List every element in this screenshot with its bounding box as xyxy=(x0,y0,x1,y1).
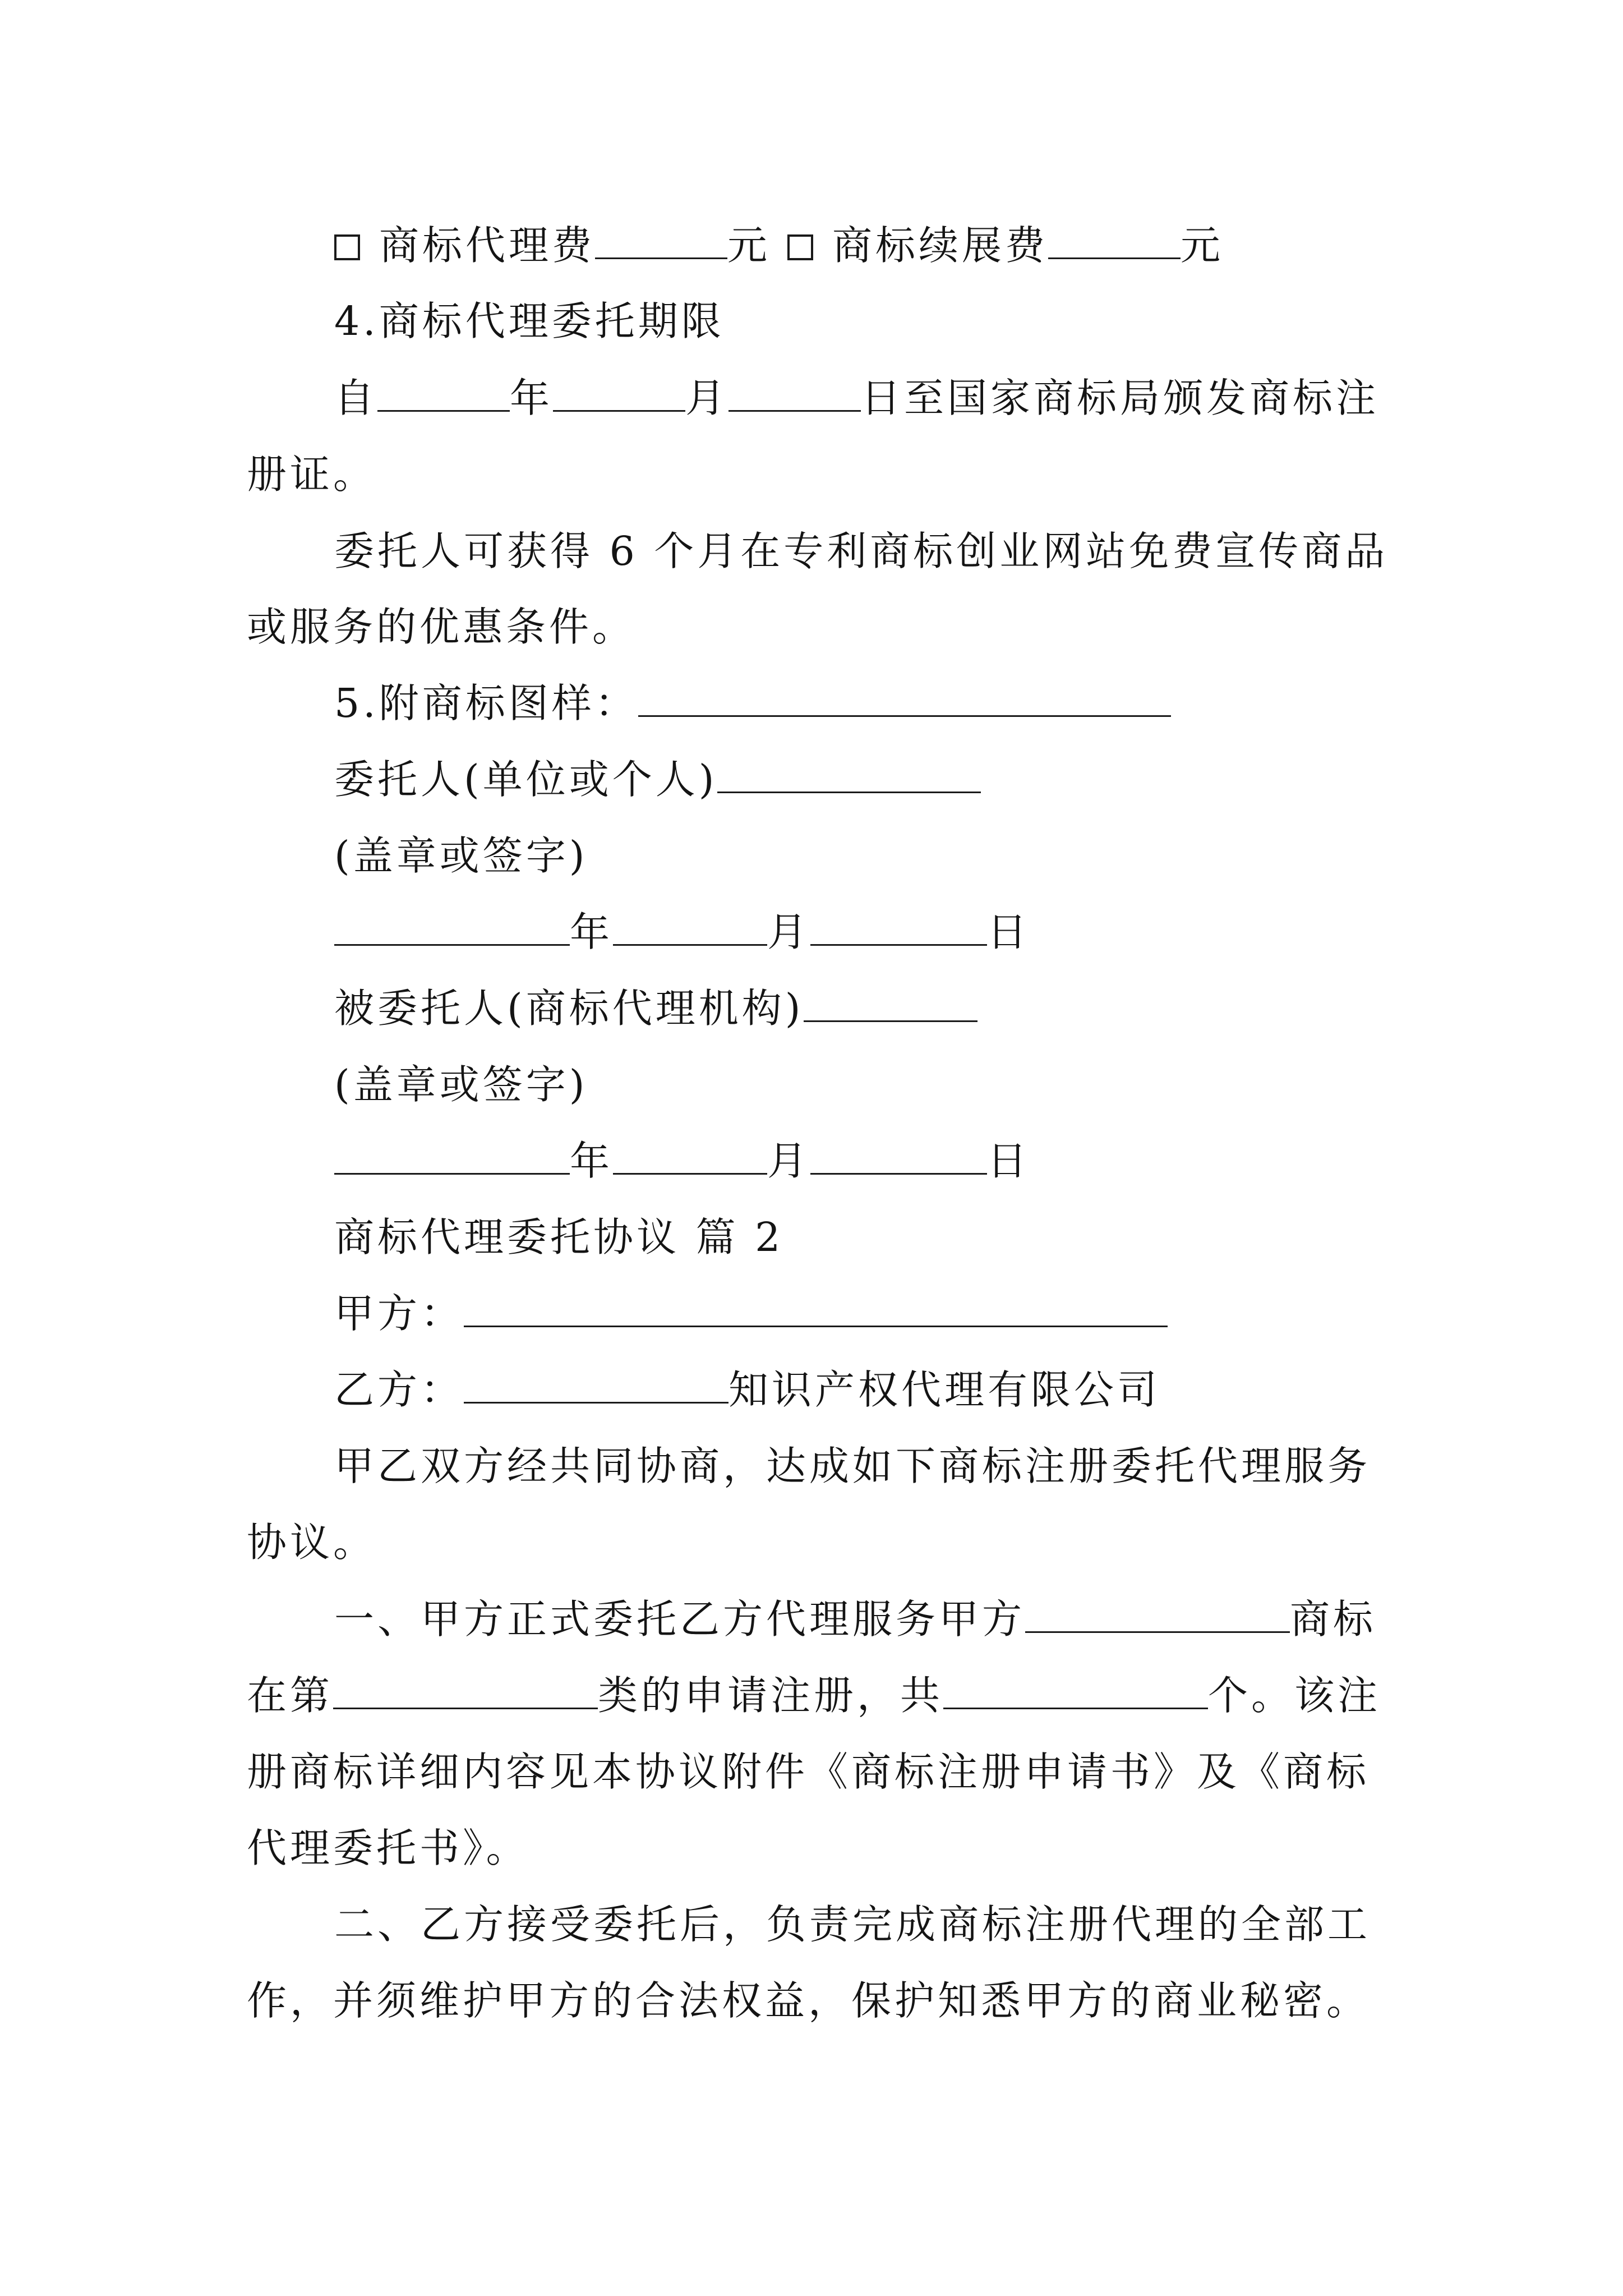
clause1-text-e: 个。该注 xyxy=(1208,1672,1381,1719)
agent-date-year-label: 年 xyxy=(570,1138,614,1184)
agent-seal: (盖章或签字) xyxy=(334,1061,588,1108)
section5-line xyxy=(334,675,1478,731)
trademark-name-blank[interactable] xyxy=(1025,1594,1290,1633)
client-date-year-blank[interactable] xyxy=(334,907,570,946)
agent-date-year-blank[interactable] xyxy=(334,1136,570,1175)
class-number-blank[interactable] xyxy=(333,1671,598,1709)
intro-line-1: 甲乙双方经共同协商，达成如下商标注册委托代理服务 xyxy=(334,1443,1371,1489)
agent-date-line xyxy=(334,1133,1478,1189)
party-a-line xyxy=(334,1286,1478,1342)
clause1-text-c: 在第 xyxy=(247,1672,334,1719)
period-year-label: 年 xyxy=(510,375,554,421)
renewal-fee-checkbox[interactable] xyxy=(787,234,813,260)
period-month-label: 月 xyxy=(685,375,729,421)
clause1-text-d: 类的申请注册，共 xyxy=(598,1672,944,1719)
party-b-blank[interactable] xyxy=(464,1365,728,1404)
party-b-line xyxy=(334,1362,1478,1418)
agency-fee-label: 商标代理费 xyxy=(379,222,596,269)
period-prefix: 自 xyxy=(334,375,378,421)
agent-date-day-label: 日 xyxy=(987,1138,1031,1184)
clause1-text-a: 一、甲方正式委托乙方代理服务甲方 xyxy=(334,1596,1026,1642)
client-blank[interactable] xyxy=(717,754,981,793)
clause2-line-2: 作，并须维护甲方的合法权益，保护知悉甲方的商业秘密。 xyxy=(247,1977,1370,2024)
client-seal: (盖章或签字) xyxy=(334,832,588,879)
agreement-title: 商标代理委托协议 篇 2 xyxy=(334,1214,784,1260)
client-date-year-label: 年 xyxy=(570,909,614,955)
period-line xyxy=(334,370,1478,426)
section5-label: 5.附商标图样： xyxy=(334,680,638,726)
section4-heading: 4.商标代理委托期限 xyxy=(334,298,725,344)
clause2-line-1: 二、乙方接受委托后，负责完成商标注册代理的全部工 xyxy=(334,1901,1371,1948)
renewal-fee-label: 商标续展费 xyxy=(832,222,1049,269)
client-date-month-blank[interactable] xyxy=(613,907,767,946)
client-line xyxy=(334,752,1478,808)
agent-date-month-blank[interactable] xyxy=(613,1136,767,1175)
trademark-sample-blank[interactable] xyxy=(638,678,1171,717)
client-date-month-label: 月 xyxy=(767,909,811,955)
party-a-label: 甲方： xyxy=(334,1290,464,1337)
party-b-suffix: 知识产权代理有限公司 xyxy=(728,1366,1161,1413)
client-date-day-blank[interactable] xyxy=(810,907,987,946)
benefit-line-1: 委托人可获得 6 个月在专利商标创业网站免费宣传商品 xyxy=(334,528,1389,574)
client-date-day-label: 日 xyxy=(987,909,1031,955)
period-day-blank[interactable] xyxy=(728,373,861,412)
period-year-blank[interactable] xyxy=(377,373,510,412)
agent-label: 被委托人(商标代理机构) xyxy=(334,985,804,1032)
count-blank[interactable] xyxy=(943,1671,1208,1709)
party-b-label: 乙方： xyxy=(334,1366,464,1413)
clause1-line-4: 代理委托书》。 xyxy=(247,1825,529,1871)
period-month-blank[interactable] xyxy=(553,373,685,412)
renewal-fee-unit: 元 xyxy=(1181,222,1224,269)
clause1-line-1 xyxy=(334,1591,1478,1648)
period-suffix: 日至国家商标局颁发商标注 xyxy=(861,375,1380,421)
clause1-text-b: 商标 xyxy=(1290,1596,1377,1642)
party-a-blank[interactable] xyxy=(464,1289,1168,1327)
clause1-line-2 xyxy=(247,1668,1391,1724)
intro-line-2: 协议。 xyxy=(247,1519,377,1566)
agency-fee-blank[interactable] xyxy=(595,220,727,259)
renewal-fee-blank[interactable] xyxy=(1048,220,1181,259)
benefit-line-2: 或服务的优惠条件。 xyxy=(247,604,636,650)
agent-date-day-blank[interactable] xyxy=(810,1136,987,1175)
client-date-line xyxy=(334,904,1478,960)
clause1-line-3: 册商标详细内容见本协议附件《商标注册申请书》及《商标 xyxy=(247,1749,1370,1795)
agency-fee-unit: 元 xyxy=(727,222,771,269)
agent-date-month-label: 月 xyxy=(767,1138,811,1184)
fee-options-line xyxy=(334,218,1478,274)
agent-line xyxy=(334,981,1478,1037)
agency-fee-checkbox[interactable] xyxy=(334,234,360,260)
period-continuation: 册证。 xyxy=(247,451,377,498)
agent-blank[interactable] xyxy=(804,983,978,1022)
client-label: 委托人(单位或个人) xyxy=(334,756,718,803)
